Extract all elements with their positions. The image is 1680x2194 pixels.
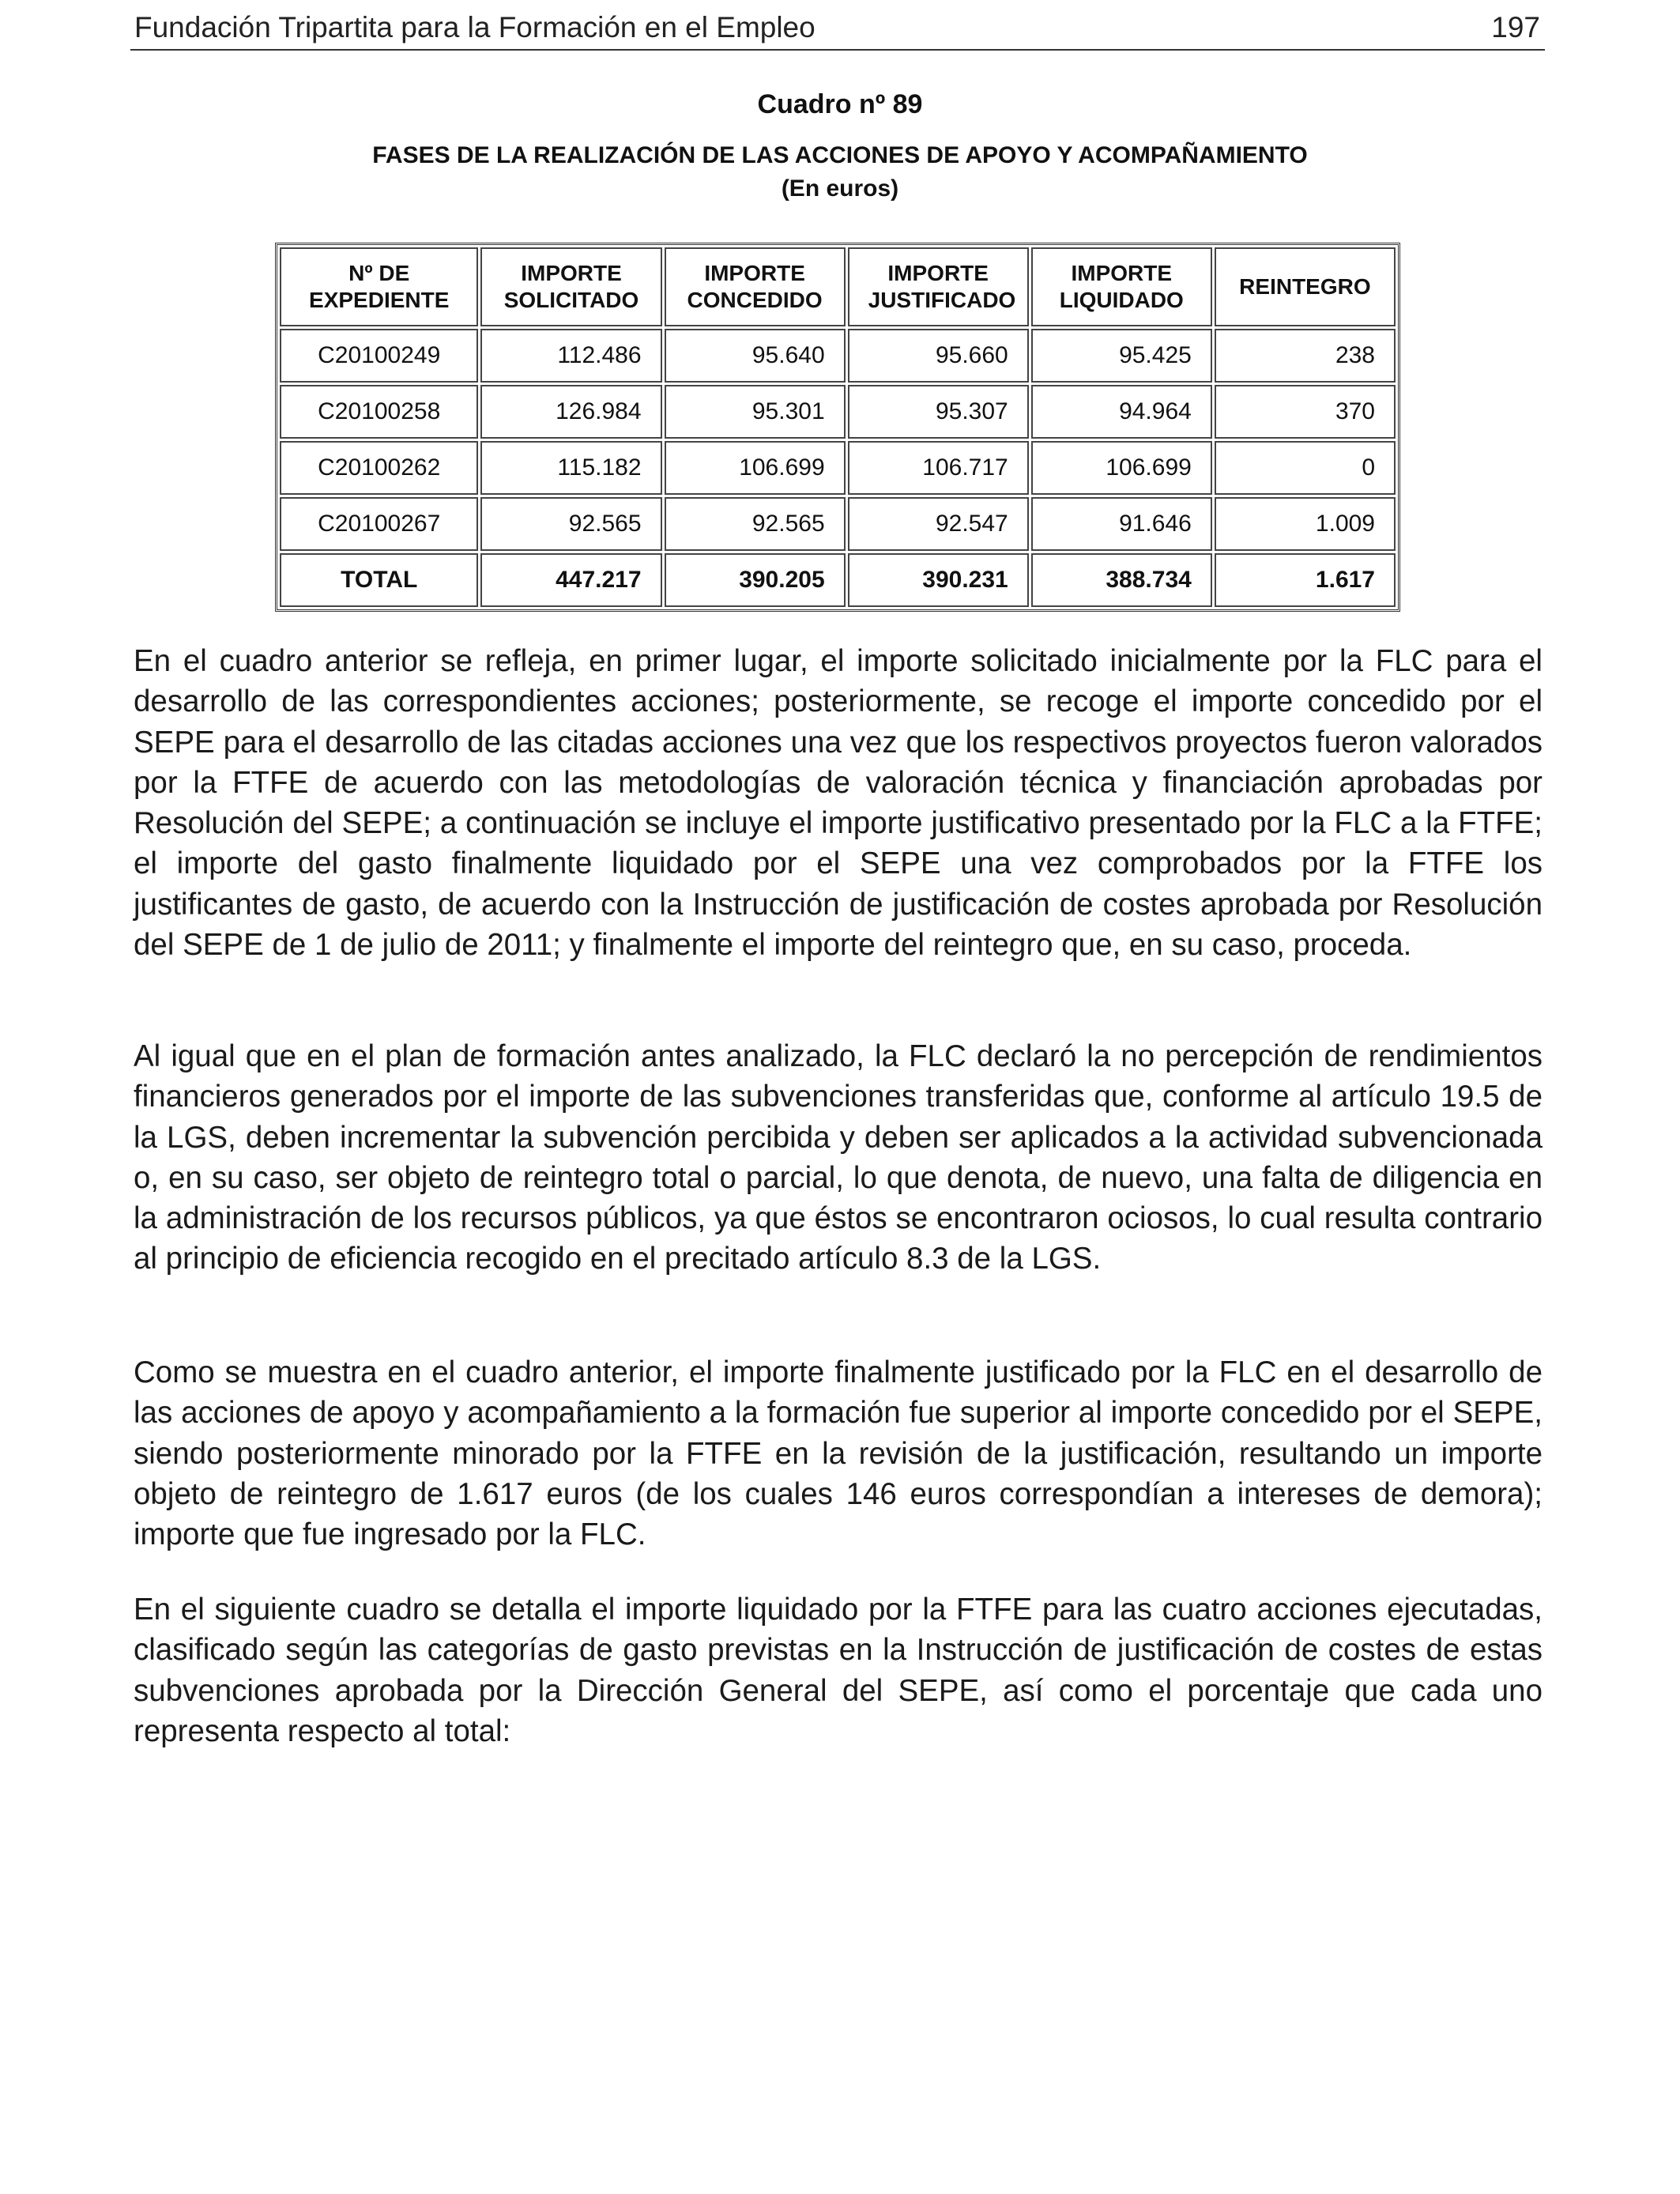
table-row: [280, 385, 1396, 439]
paragraph-2: Al igual que en el plan de formación antes analizado, la FLC declaró la no percepción de rendimientos financieros generados por el importe de las subvenciones transferidas que, conforme al artículo 19.5 de la LGS, deben incrementar la subvención percibida y deben ser aplicados a la actividad subvencionada o, en su caso, ser objeto de reintegro total o parcial, lo que denota, de nuevo, una falta de diligencia en la administración de los recursos públicos, ya que éstos se encontraron ociosos, lo cual resulta contrario al principio de eficiencia recogido en el precitado artículo 8.3 de la LGS.: [134, 1039, 1543, 1276]
cell-liquidado: 91.646: [1031, 497, 1212, 551]
header-expediente: Nº DE EXPEDIENTE: [280, 247, 478, 326]
header-reintegro: REINTEGRO: [1215, 247, 1396, 326]
header-concedido: IMPORTE CONCEDIDO: [665, 247, 846, 326]
cell-reintegro: 238: [1215, 329, 1396, 383]
cell-solicitado: 112.486: [480, 329, 661, 383]
header-title: Fundación Tripartita para la Formación en el Empleo: [134, 11, 816, 43]
table-total-row: [280, 553, 1396, 607]
page-header: [130, 9, 1545, 51]
cell-expediente: C20100249: [280, 329, 478, 383]
cell-total-solicitado: 447.217: [480, 553, 661, 607]
table-number: Cuadro nº 89: [757, 89, 923, 119]
cell-solicitado: 92.565: [480, 497, 661, 551]
paragraph-4: En el siguiente cuadro se detalla el importe liquidado por la FTFE para las cuatro acciones ejecutadas, clasificado según las categorías de gasto previstas en la Instrucción de justificación de costes de estas subvenciones aprobada por la Dirección General del SEPE, así como el porcentaje que cada uno representa respecto al total:: [134, 1593, 1543, 1748]
cell-justificado: 92.547: [848, 497, 1029, 551]
cell-expediente: C20100258: [280, 385, 478, 439]
cell-solicitado: 126.984: [480, 385, 661, 439]
expedientes-table: [275, 243, 1400, 612]
cell-total-concedido: 390.205: [665, 553, 846, 607]
page-number: 197: [1491, 11, 1540, 43]
cell-reintegro: 0: [1215, 441, 1396, 495]
cell-expediente: C20100267: [280, 497, 478, 551]
table-unit: (En euros): [781, 175, 899, 202]
cell-liquidado: 94.964: [1031, 385, 1212, 439]
cell-total-liquidado: 388.734: [1031, 553, 1212, 607]
cell-reintegro: 370: [1215, 385, 1396, 439]
cell-total-reintegro: 1.617: [1215, 553, 1396, 607]
header-solicitado: IMPORTE SOLICITADO: [480, 247, 661, 326]
table-row: [280, 329, 1396, 383]
table-row: [280, 497, 1396, 551]
cell-total-label: TOTAL: [280, 553, 478, 607]
cell-justificado: 106.717: [848, 441, 1029, 495]
cell-solicitado: 115.182: [480, 441, 661, 495]
cell-concedido: 95.301: [665, 385, 846, 439]
cell-justificado: 95.660: [848, 329, 1029, 383]
cell-reintegro: 1.009: [1215, 497, 1396, 551]
cell-liquidado: 95.425: [1031, 329, 1212, 383]
cell-expediente: C20100262: [280, 441, 478, 495]
table-title: FASES DE LA REALIZACIÓN DE LAS ACCIONES DE APOYO Y ACOMPAÑAMIENTO: [372, 142, 1308, 168]
cell-total-justificado: 390.231: [848, 553, 1029, 607]
paragraph-1: En el cuadro anterior se refleja, en primer lugar, el importe solicitado inicialmente por la FLC para el desarrollo de las correspondientes acciones; posteriormente, se recoge el importe concedido por el SEPE para el desarrollo de las citadas acciones una vez que los respectivos proyectos fueron valorados por la FTFE de acuerdo con las metodologías de valoración técnica y financiación aprobadas por Resolución del SEPE; a continuación se incluye el importe justificativo presentado por la FLC a la FTFE; el importe del gasto finalmente liquidado por el SEPE una vez comprobados por la FTFE los justificantes de gasto, de acuerdo con la Instrucción de justificación de costes aprobada por Resolución del SEPE de 1 de julio de 2011; y finalmente el importe del reintegro que, en su caso, proceda.: [134, 644, 1543, 963]
cell-concedido: 106.699: [665, 441, 846, 495]
table-row: [280, 441, 1396, 495]
header-liquidado: IMPORTE LIQUIDADO: [1031, 247, 1212, 326]
cell-justificado: 95.307: [848, 385, 1029, 439]
cell-liquidado: 106.699: [1031, 441, 1212, 495]
cell-concedido: 92.565: [665, 497, 846, 551]
cell-concedido: 95.640: [665, 329, 846, 383]
table-header-row: [280, 247, 1396, 326]
header-justificado: IMPORTE JUSTIFICADO: [848, 247, 1029, 326]
paragraph-3: Como se muestra en el cuadro anterior, el importe finalmente justificado por la FLC en el desarrollo de las acciones de apoyo y acompañamiento a la formación fue superior al importe concedido por el SEPE, siendo posteriormente minorado por la FTFE en la revisión de la justificación, resultando un importe objeto de reintegro de 1.617 euros (de los cuales 146 euros correspondían a intereses de demora); importe que fue ingresado por la FLC.: [134, 1355, 1543, 1552]
